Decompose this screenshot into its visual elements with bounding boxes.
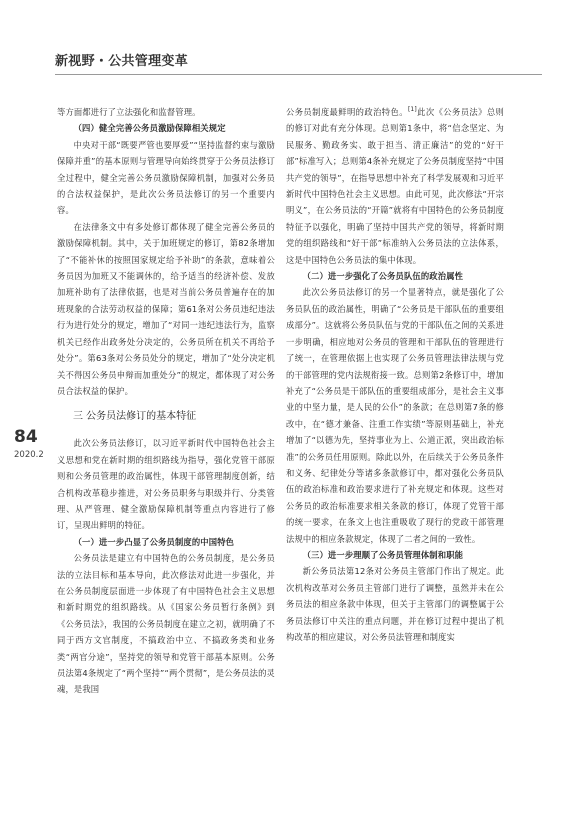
running-header: 新视野・公共管理变革 [55, 54, 189, 69]
paragraph: 在法律条文中有多处修订都体现了健全完善公务员的激励保障机制。其中，关于加班规定的修订，第82条增加了“不能补休的按照国家规定给予补助”的条款，意味着公务员因为加班又不能调休的，给予适当的经济补偿、发放加班补助有了法律依据，也是对当前公务员普遍存在的加班现象的合法劳动权益的保障；第61条对公务员违纪违法行为进行处分的规定，增加了“对同一违纪违法行为，监察机关已经作出政务处分决定的，公务员所在机关不再给予处分”。第63条对公务员处分的规定，增加了“处分决定机关不得因公务员申辩而加重处分”的规定，都体现了对公务员合法权益的保护。 [57, 221, 275, 396]
issue-label: 2020.2 [14, 450, 44, 460]
citation-ref: [1] [407, 106, 417, 114]
page-number: 84 [14, 427, 38, 447]
paragraph: 中央对干部“既要严管也要厚爱”“坚持监督约束与激励保障并重”的基本原则与管理导向始终贯穿于公务员法修订全过程中，健全完善公务员激励保障机制，加强对公务员的合法权益保护，是此次公务员法修订的另一个重要内容。 [57, 139, 275, 216]
subsection-heading: （三）进一步理顺了公务员管理体制和职能 [302, 549, 464, 560]
paragraph: 等方面都进行了立法强化和监督管理。 [57, 107, 201, 117]
paragraph: 新公务员法第12条对公务员主管部门作出了规定。此次机构改革对公务员主管部门进行了调整，虽然并未在公务员法的相应条款中体现，但关于主管部门的调整属于公务员法修订中关注的重点问题，并在修订过程中提出了机构改革的相应建议，对公务员法管理和制度实 [286, 566, 504, 642]
subsection-heading: （二）进一步强化了公务员队伍的政治属性 [302, 271, 464, 282]
header-rule [55, 74, 542, 75]
subsection-heading: （四）健全完善公务员激励保障相关规定 [73, 123, 226, 134]
left-column [57, 104, 275, 698]
paragraph: 公务员法是建立有中国特色的公务员制度，是公务员法的立法目标和基本导向，此次修法对此进一步强化，并在公务员制度层面进一步体现了有中国特色社会主义思想和新时期党的组织路线。从《国家公务员暂行条例》到《公务员法》，我国的公务员制度在建立之初，就明确了不同于西方文官制度，不搞政治中立、不搞政务类和业务类“两官分途”，坚持党的领导和党管干部基本原则。公务员法第4条规定了“两个坚持”“两个贯彻”，是公务员法的灵魂，是我国 [57, 553, 275, 695]
paragraph: 此次公务员法修订的另一个显著特点，就是强化了公务员队伍的政治属性，明确了“公务员是干部队伍的重要组成部分”。这就将公务员队伍与党的干部队伍之间的关系进一步明确，相应地对公务员的管理和干部队伍的管理进行了统一，在管理依据上也实现了公务员管理法律法规与党的干部管理的党内法规衔接一致。总则第2条修订中，增加补充了“公务员是干部队伍的重要组成部分，是社会主义事业的中坚力量，是人民的公仆”的条款；在总则第7条的修改中，在“德才兼备、注重工作实绩”等原则基础上，补充增加了“以德为先，坚持事业为上、公道正派，突出政治标准”的公务员任用原则。除此以外，在后续关于公务员条件和义务、纪律处分等诸多条款修订中，都对强化公务员队伍的政治标准和政治要求进行了补充规定和体现。这些对公务员的政治标准要求相关条款的修订，体现了党管干部的统一要求，在条文上也注重吸收了现行的党政干部管理法规中的相应条款规定，体现了二者之间的一致性。 [286, 287, 504, 544]
subsection-heading: （一）进一步凸显了公务员制度的中国特色 [73, 536, 235, 547]
paragraph: 此次公务员法修订，以习近平新时代中国特色社会主义思想和党在新时期的组织路线为指导，强化党管干部原则和公务员管理的政治属性，体现干部管理制度创新，结合机构改革稳步推进，对公务员职务与职级并行、分类管理、从严管理、健全激励保障机制等重点内容进行了修订，呈现出鲜明的特征。 [57, 438, 275, 531]
paragraph-text: 公务员制度最鲜明的政治特色。 [286, 107, 408, 117]
paragraph [286, 104, 504, 268]
section-heading: 三 公务员法修订的基本特征 [73, 411, 197, 423]
paragraph-text: 此次《公务员法》总则的修订对此有充分体现。总则第1条中，将“信念坚定、为民服务、勤政务实、敢于担当、清正廉洁”的党的“好干部”标准写入；总则第4条补充规定了公务员制度坚持“中国共产党的领导”，在指导思想中补充了科学发展观和习近平新时代中国特色社会主义思想。由此可见，此次修法“开宗明义”，在公务员法的“开篇”就将有中国特色的公务员制度特征予以强化，明确了坚持中国共产党的领导，将新时期党的组织路线和“好干部”标准纳入公务员法的立法体系，这是中国特色公务员法的集中体现。 [286, 107, 504, 265]
right-column [286, 104, 504, 645]
